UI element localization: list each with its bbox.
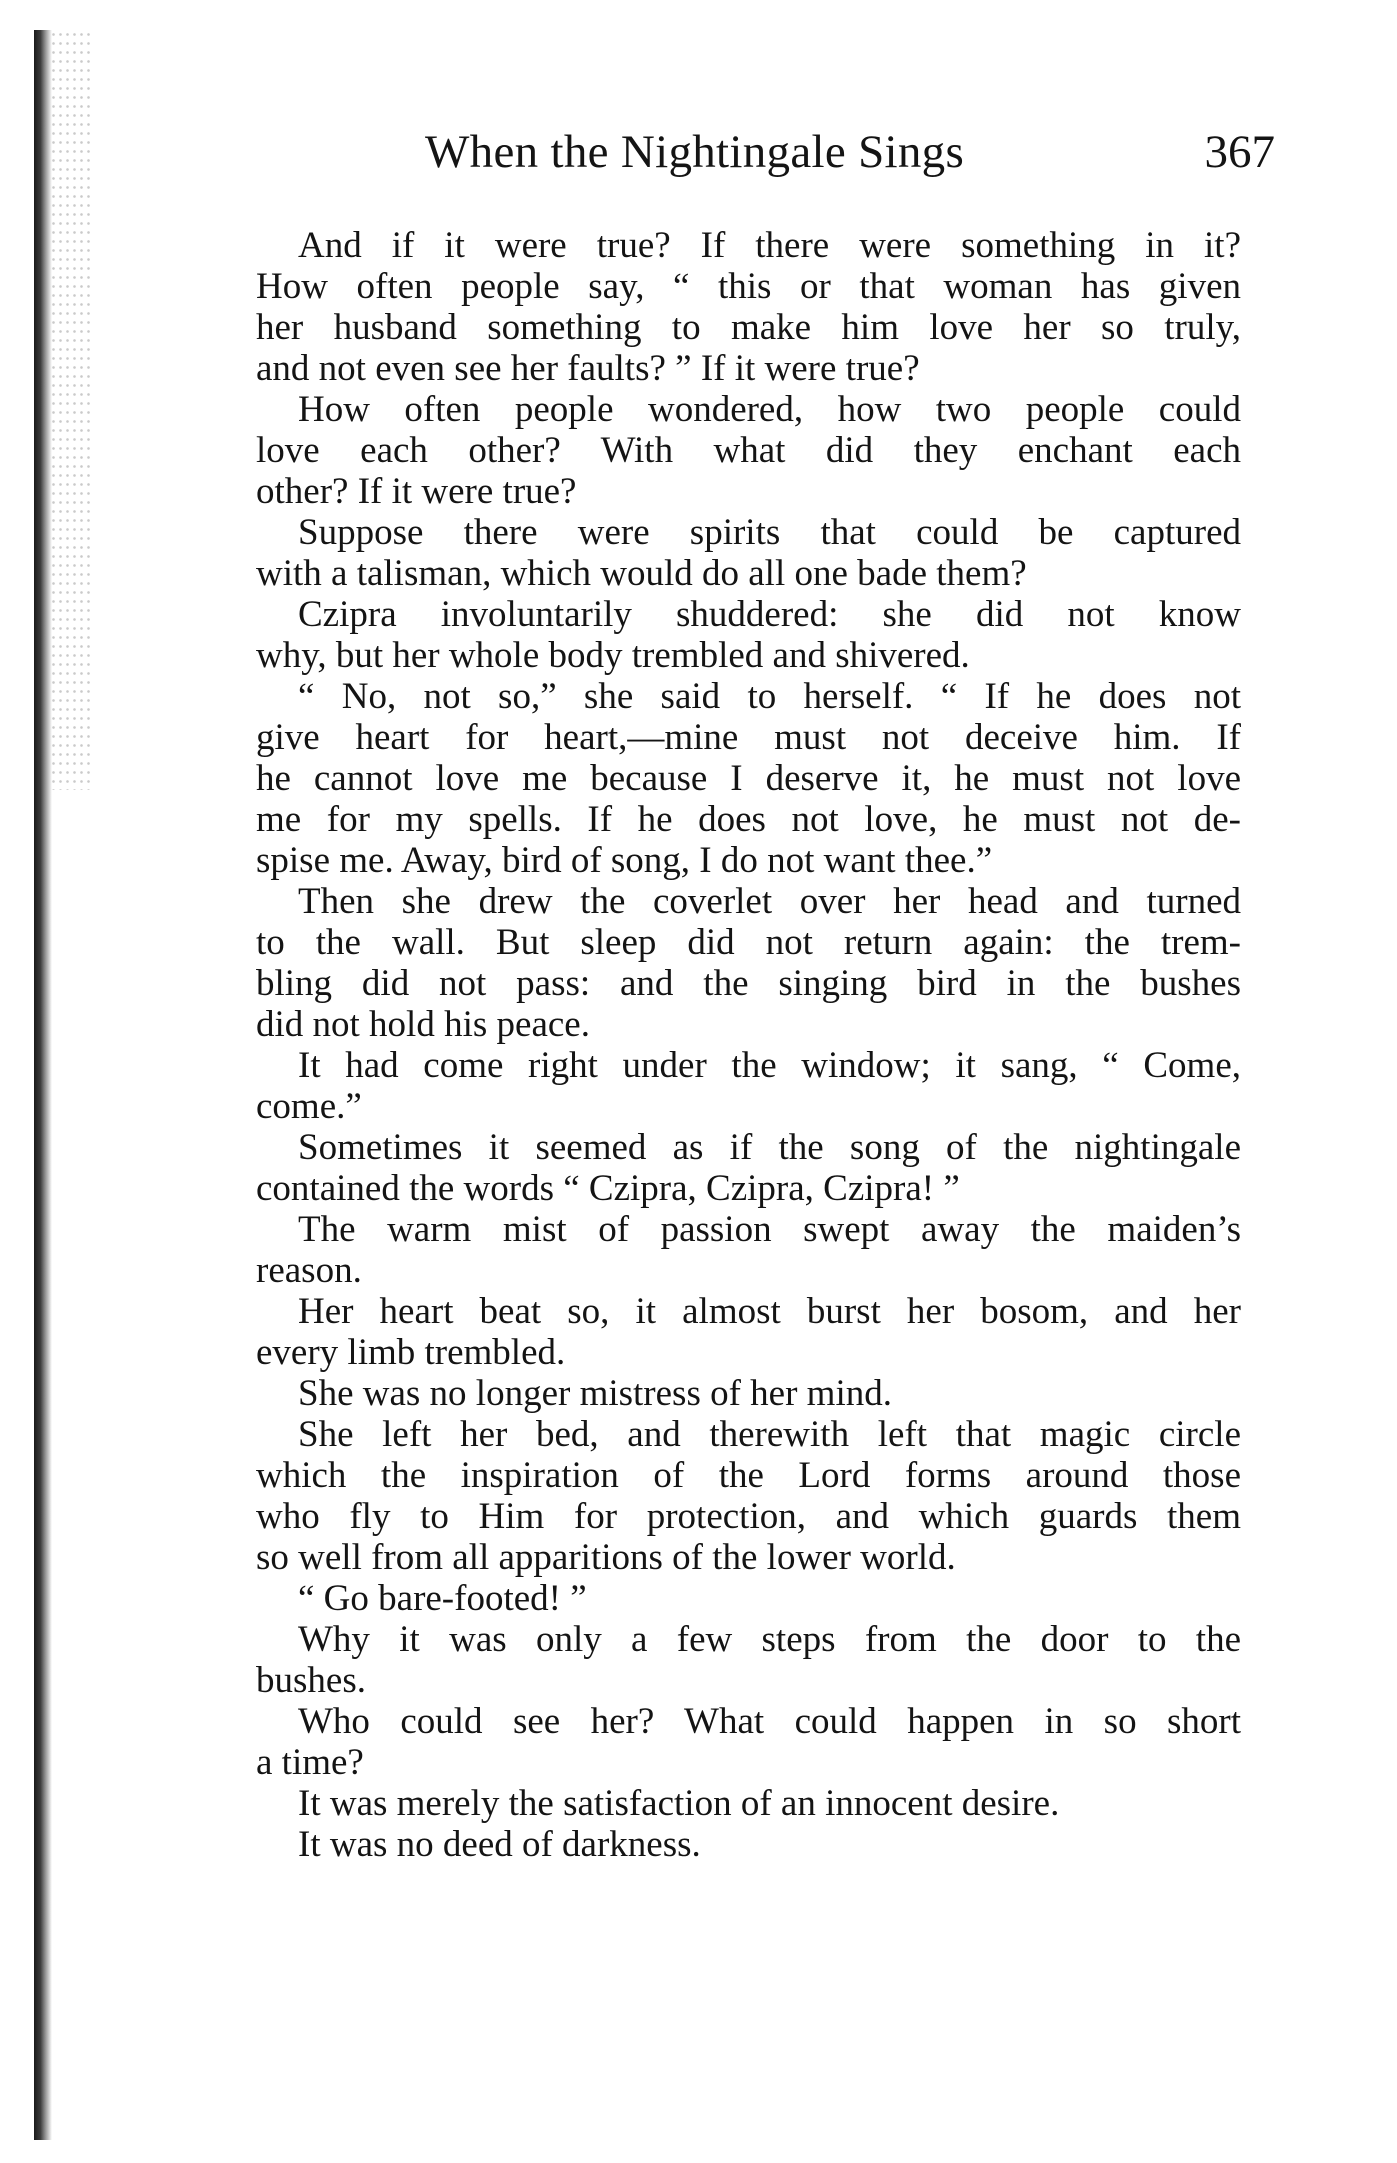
text-line: The warm mist of passion swept away the maiden’s	[298, 1209, 1241, 1250]
text-line: And if it were true? If there were something in it?	[298, 225, 1241, 266]
text-line: reason.	[256, 1250, 362, 1291]
text-line: me for my spells. If he does not love, he must not de-	[256, 799, 1241, 840]
text-line: It was merely the satisfaction of an innocent desire.	[298, 1783, 1060, 1824]
text-line: It was no deed of darkness.	[298, 1824, 701, 1865]
text-line: why, but her whole body trembled and shivered.	[256, 635, 970, 676]
text-line: her husband something to make him love her so truly,	[256, 307, 1241, 348]
text-line: spise me. Away, bird of song, I do not want thee.”	[256, 840, 993, 881]
text-line: Suppose there were spirits that could be captured	[298, 512, 1241, 553]
text-line: who fly to Him for protection, and which guards them	[256, 1496, 1241, 1537]
running-title: When the Nightingale Sings	[425, 126, 965, 178]
text-line: give heart for heart,—mine must not deceive him. If	[256, 717, 1241, 758]
text-line: Czipra involuntarily shuddered: she did not know	[298, 594, 1241, 635]
text-line: Her heart beat so, it almost burst her bosom, and her	[298, 1291, 1241, 1332]
text-line: did not hold his peace.	[256, 1004, 590, 1045]
body-text	[256, 225, 1241, 1865]
text-line: other? If it were true?	[256, 471, 577, 512]
text-line: come.”	[256, 1086, 362, 1127]
text-line: “ Go bare-footed! ”	[298, 1578, 587, 1619]
text-line: every limb trembled.	[256, 1332, 566, 1373]
text-line: Then she drew the coverlet over her head and turned	[298, 881, 1241, 922]
text-line: Sometimes it seemed as if the song of the nightingale	[298, 1127, 1241, 1168]
text-line: with a talisman, which would do all one bade them?	[256, 553, 1027, 594]
page-number: 367	[1204, 126, 1275, 178]
text-line: he cannot love me because I deserve it, he must not love	[256, 758, 1241, 799]
text-line: and not even see her faults? ” If it were true?	[256, 348, 920, 389]
text-line: to the wall. But sleep did not return again: the trem-	[256, 922, 1241, 963]
text-line: bushes.	[256, 1660, 366, 1701]
text-line: It had come right under the window; it sang, “ Come,	[298, 1045, 1241, 1086]
text-line: bling did not pass: and the singing bird in the bushes	[256, 963, 1241, 1004]
text-line: How often people wondered, how two people could	[298, 389, 1241, 430]
text-line: contained the words “ Czipra, Czipra, Czipra! ”	[256, 1168, 960, 1209]
text-line: Why it was only a few steps from the door to the	[298, 1619, 1241, 1660]
text-line: Who could see her? What could happen in so short	[298, 1701, 1241, 1742]
text-line: How often people say, “ this or that woman has given	[256, 266, 1241, 307]
text-line: She was no longer mistress of her mind.	[298, 1373, 892, 1414]
text-line: “ No, not so,” she said to herself. “ If he does not	[298, 676, 1241, 717]
text-line: a time?	[256, 1742, 364, 1783]
text-line: She left her bed, and therewith left that magic circle	[298, 1414, 1241, 1455]
text-line: which the inspiration of the Lord forms around those	[256, 1455, 1241, 1496]
page-header	[425, 122, 1275, 182]
gutter-speckle	[50, 30, 90, 790]
text-line: love each other? With what did they enchant each	[256, 430, 1241, 471]
text-line: so well from all apparitions of the lower world.	[256, 1537, 956, 1578]
